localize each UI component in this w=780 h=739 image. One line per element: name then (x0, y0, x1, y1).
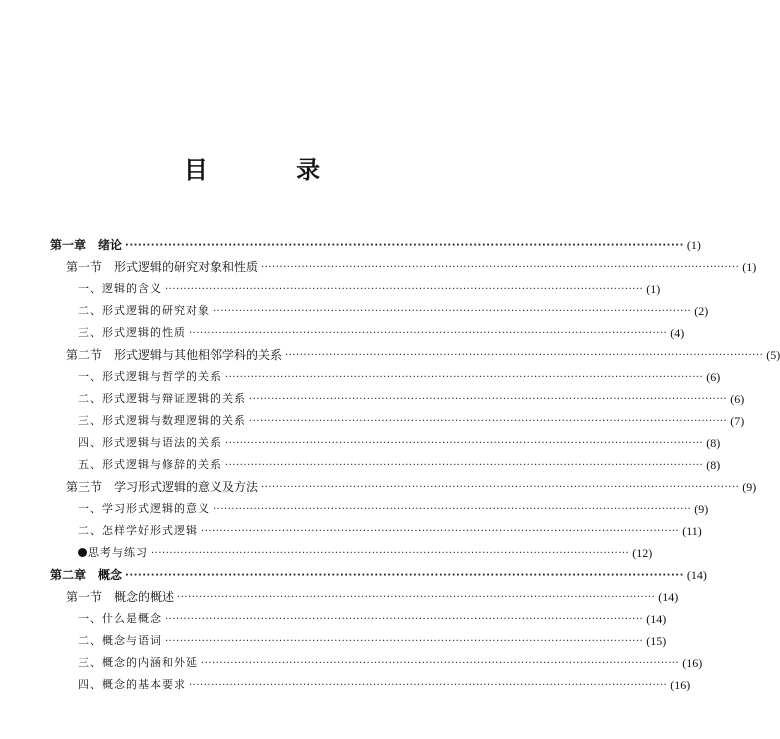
toc-entry (78, 628, 667, 648)
toc-leader-dots: ·································································································································· (225, 460, 704, 471)
toc-entry (78, 672, 691, 692)
toc-entry-label: 第一章 绪论 (50, 238, 123, 252)
toc-page-number: (1) (742, 260, 757, 274)
toc-leader-dots: ·································································································································· (285, 350, 764, 361)
toc-entry (78, 430, 721, 450)
toc-page-number: (15) (646, 634, 667, 648)
toc-entry (78, 298, 709, 318)
toc-entry-label: 第二章 概念 (50, 568, 123, 582)
bullet-icon (78, 548, 87, 557)
toc-leader-dots: ·································································································································· (225, 438, 704, 449)
toc-entry (66, 254, 757, 274)
toc-entry-label: 第二节 形式逻辑与其他相邻学科的关系 (66, 348, 283, 362)
toc-page-number: (9) (694, 502, 709, 516)
page-title: 目 录 (183, 156, 361, 184)
toc-entry (78, 276, 661, 296)
toc-entry-label: 三、形式逻辑与数理逻辑的关系 (78, 414, 246, 427)
toc-entry-label: 一、学习形式逻辑的意义 (78, 502, 210, 515)
toc-page-number: (9) (742, 480, 757, 494)
toc-leader-dots: ·································································································································· (249, 394, 728, 405)
toc-leader-dots: ·································································································································· (165, 614, 644, 625)
toc-page-number: (1) (646, 282, 661, 296)
toc-leader-dots: ·································································································································· (125, 570, 684, 581)
toc-entry-label: 第一节 概念的概述 (66, 590, 175, 604)
toc-leader-dots: ·································································································································· (189, 680, 668, 691)
toc-entry-label: 第三节 学习形式逻辑的意义及方法 (66, 480, 259, 494)
toc-entry (78, 540, 653, 560)
toc-leader-dots: ·································································································································· (225, 372, 704, 383)
toc-leader-dots: ·································································································································· (213, 306, 692, 317)
toc-page-number: (12) (632, 546, 653, 560)
toc-page-number: (1) (686, 238, 701, 252)
toc-entry-label: 一、形式逻辑与哲学的关系 (78, 370, 222, 383)
toc-page-number: (16) (670, 678, 691, 692)
toc-entry (78, 320, 685, 340)
toc-entry (66, 342, 780, 362)
toc-page-number: (7) (730, 414, 745, 428)
toc-entry-label: 第一节 形式逻辑的研究对象和性质 (66, 260, 259, 274)
toc-leader-dots: ·································································································································· (261, 262, 740, 273)
toc-leader-dots: ·································································································································· (201, 658, 680, 669)
toc-entry (50, 562, 707, 582)
toc-entry-label: 思考与练习 (88, 546, 148, 559)
toc-entry (66, 584, 679, 604)
toc-page-number: (4) (670, 326, 685, 340)
toc-entry-label: 四、形式逻辑与语法的关系 (78, 436, 222, 449)
toc-entry (78, 452, 721, 472)
toc-leader-dots: ·································································································································· (201, 526, 680, 537)
toc-page-number: (8) (706, 436, 721, 450)
toc-page-number: (14) (658, 590, 679, 604)
toc-leader-dots: ·································································································································· (189, 328, 668, 339)
toc-entry-label: 二、怎样学好形式逻辑 (78, 524, 198, 537)
toc-leader-dots: ·································································································································· (177, 592, 656, 603)
toc-entry (78, 518, 702, 538)
toc-entry-label-wrap (78, 546, 148, 560)
toc-page-number: (5) (766, 348, 780, 362)
toc-entry-label: 一、什么是概念 (78, 612, 162, 625)
toc-page-number: (16) (682, 656, 703, 670)
toc-entry-label: 五、形式逻辑与修辞的关系 (78, 458, 222, 471)
toc-page-number: (14) (686, 568, 707, 582)
toc-page-number: (11) (682, 524, 702, 538)
toc-page-number: (6) (706, 370, 721, 384)
toc-page-number: (8) (706, 458, 721, 472)
toc-entry (78, 606, 667, 626)
toc-entry (78, 408, 745, 428)
toc-entry (78, 364, 721, 384)
toc-leader-dots: ·································································································································· (151, 548, 630, 559)
toc-entry (78, 386, 745, 406)
toc-entry-label: 一、逻辑的含义 (78, 282, 162, 295)
toc-leader-dots: ·································································································································· (249, 416, 728, 427)
toc-entry-label: 三、形式逻辑的性质 (78, 326, 186, 339)
toc-entry-label: 二、形式逻辑的研究对象 (78, 304, 210, 317)
toc-entry-label: 三、概念的内涵和外延 (78, 656, 198, 669)
toc-leader-dots: ·································································································································· (165, 284, 644, 295)
toc-entry-label: 二、概念与语词 (78, 634, 162, 647)
toc-leader-dots: ·································································································································· (165, 636, 644, 647)
toc-entry (78, 496, 709, 516)
toc-entry (66, 474, 757, 494)
toc-leader-dots: ·································································································································· (261, 482, 740, 493)
toc-page-number: (2) (694, 304, 709, 318)
toc-leader-dots: ·································································································································· (125, 240, 684, 251)
toc-page-number: (14) (646, 612, 667, 626)
toc-entry-label: 二、形式逻辑与辩证逻辑的关系 (78, 392, 246, 405)
toc-entry (78, 650, 703, 670)
toc-entry (50, 232, 701, 252)
toc-entry-label: 四、概念的基本要求 (78, 678, 186, 691)
toc-page-number: (6) (730, 392, 745, 406)
toc-leader-dots: ·································································································································· (213, 504, 692, 515)
